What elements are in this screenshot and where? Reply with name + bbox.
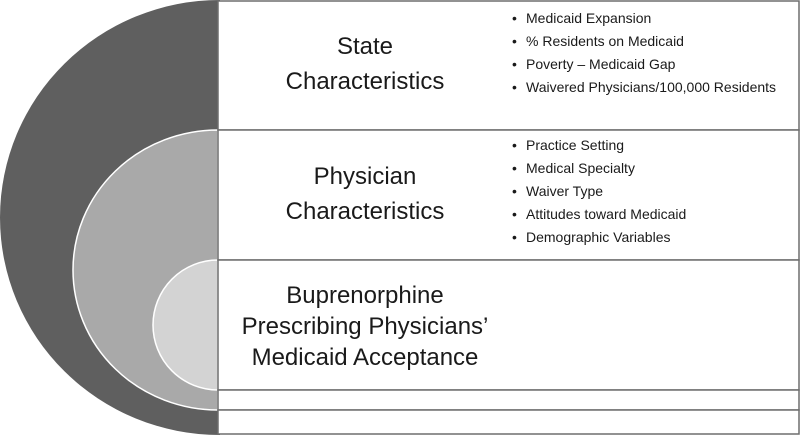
physician-bullets <box>512 137 792 252</box>
state-title <box>220 30 510 100</box>
outcome-title-line: Medicaid Acceptance <box>251 344 479 372</box>
state-bullet: • Medicaid Expansion <box>512 10 792 28</box>
state-bullets <box>512 10 792 102</box>
physician-bullet: • Medical Specialty <box>512 160 792 178</box>
physician-title-line: Characteristics <box>285 197 445 225</box>
state-bullet: • % Residents on Medicaid <box>512 33 792 51</box>
bottom-strip <box>218 390 799 410</box>
state-title-line: State <box>336 33 394 60</box>
state-bullet: • Poverty – Medicaid Gap <box>512 56 792 74</box>
physician-title-line: Physician <box>313 163 417 190</box>
outcome-title <box>220 280 510 374</box>
physician-bullet: • Attitudes toward Medicaid <box>512 206 792 224</box>
physician-title <box>220 160 510 230</box>
state-bullet: • Waivered Physicians/100,000 Residents <box>512 79 792 97</box>
physician-bullet: • Demographic Variables <box>512 229 792 247</box>
physician-bullet: • Waiver Type <box>512 183 792 201</box>
state-title-line: Characteristics <box>285 67 445 95</box>
physician-bullet: • Practice Setting <box>512 137 792 155</box>
bottom-strip-2 <box>218 410 799 434</box>
outcome-title-line: Prescribing Physicians’ <box>241 313 489 341</box>
outcome-title-line: Buprenorphine <box>286 282 444 309</box>
